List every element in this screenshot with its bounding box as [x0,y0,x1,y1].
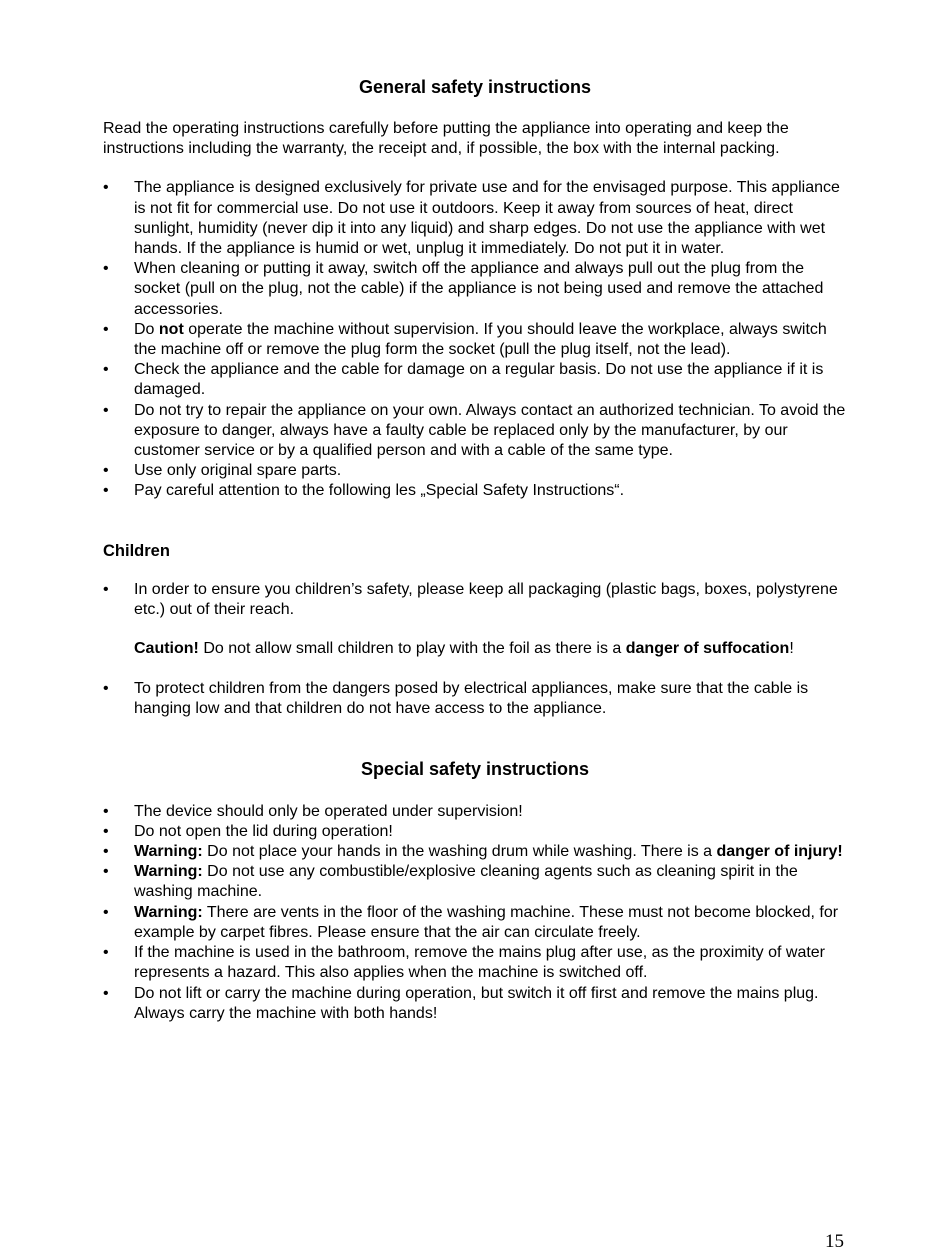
list-item: • The device should only be operated under supervision! [103,802,847,822]
caution-text: Do not allow small children to play with the foil as there is a [198,640,626,658]
warning-label: Warning: [134,843,203,861]
list-item [103,903,847,943]
list-item: • The appliance is designed exclusively for private use and for the envisaged purpose. This appliance is not fit for commercial use. Do not use it outdoors. Keep it away from sources of heat, direct sunlight, humidity (never dip it into any liquid) and sharp edges. Do not use the appliance with wet hands. If the appliance is humid or wet, unplug it immediately. Do not put it in water. [103,178,847,259]
list-item [103,842,847,862]
children-list [103,580,847,620]
list-item: • Use only original spare parts. [103,461,847,481]
caution-end: ! [789,640,794,658]
page-number: 15 [825,1231,844,1252]
caution-label: Caution! [134,640,199,658]
list-item [103,320,847,360]
list-item: • Do not open the lid during operation! [103,822,847,842]
list-item-text: Do not use any combustible/explosive cleaning agents such as cleaning spirit in the washing machine. [134,863,798,901]
list-item: • Pay careful attention to the following les „Special Safety Instructions“. [103,481,847,501]
list-item: • To protect children from the dangers posed by electrical appliances, make sure that the cable is hanging low and that children do not have access to the appliance. [103,679,847,719]
special-safety-heading: Special safety instructions [360,758,590,779]
list-item-text: Do [134,320,159,338]
list-item: • Check the appliance and the cable for damage on a regular basis. Do not use the appliance if it is damaged. [103,360,847,400]
children-heading: Children [103,541,170,560]
children-list-2 [103,679,847,719]
intro-paragraph: Read the operating instructions carefully before putting the appliance into operating and keep the instructions including the warranty, the receipt and, if possible, the box with the internal packing. [103,120,789,158]
general-safety-heading: General safety instructions [358,77,592,97]
page-content [103,76,847,1024]
list-item-text: operate the machine without supervision. If you should leave the workplace, always switch the machine off or remove the plug form the socket (pull the plug itself, not the lead). [134,320,827,359]
warning-label: Warning: [134,903,203,921]
emphasis-text: danger of injury! [716,843,843,861]
list-item-text: Do not place your hands in the washing drum while washing. There is a [202,843,717,861]
list-item-text: There are vents in the floor of the washing machine. These must not become blocked, for example by carpet fibres. Please ensure that the air can circulate freely. [134,903,839,941]
list-item: • Do not try to repair the appliance on your own. Always contact an authorized technician. To avoid the exposure to danger, always have a faulty cable be replaced only by the manufacturer, by our customer service or by a qualified person and with a cable of the same type. [103,401,847,462]
list-item: • In order to ensure you children’s safety, please keep all packaging (plastic bags, boxes, polystyrene etc.) out of their reach. [103,580,847,620]
general-safety-list [103,178,847,501]
list-item: • When cleaning or putting it away, switch off the appliance and always pull out the plug from the socket (pull on the plug, not the cable) if the appliance is not being used and remove the attached accessories. [103,259,847,320]
emphasis-text: not [158,320,184,338]
special-safety-list [103,802,847,1024]
list-item: • Do not lift or carry the machine during operation, but switch it off first and remove the mains plug. Always carry the machine with both hands! [103,984,847,1024]
list-item [103,862,847,902]
caution-paragraph [103,639,847,659]
warning-label: Warning: [134,863,203,881]
emphasis-text: danger of suffocation [625,640,790,658]
list-item: • If the machine is used in the bathroom, remove the mains plug after use, as the proximity of water represents a hazard. This also applies when the machine is switched off. [103,943,847,983]
